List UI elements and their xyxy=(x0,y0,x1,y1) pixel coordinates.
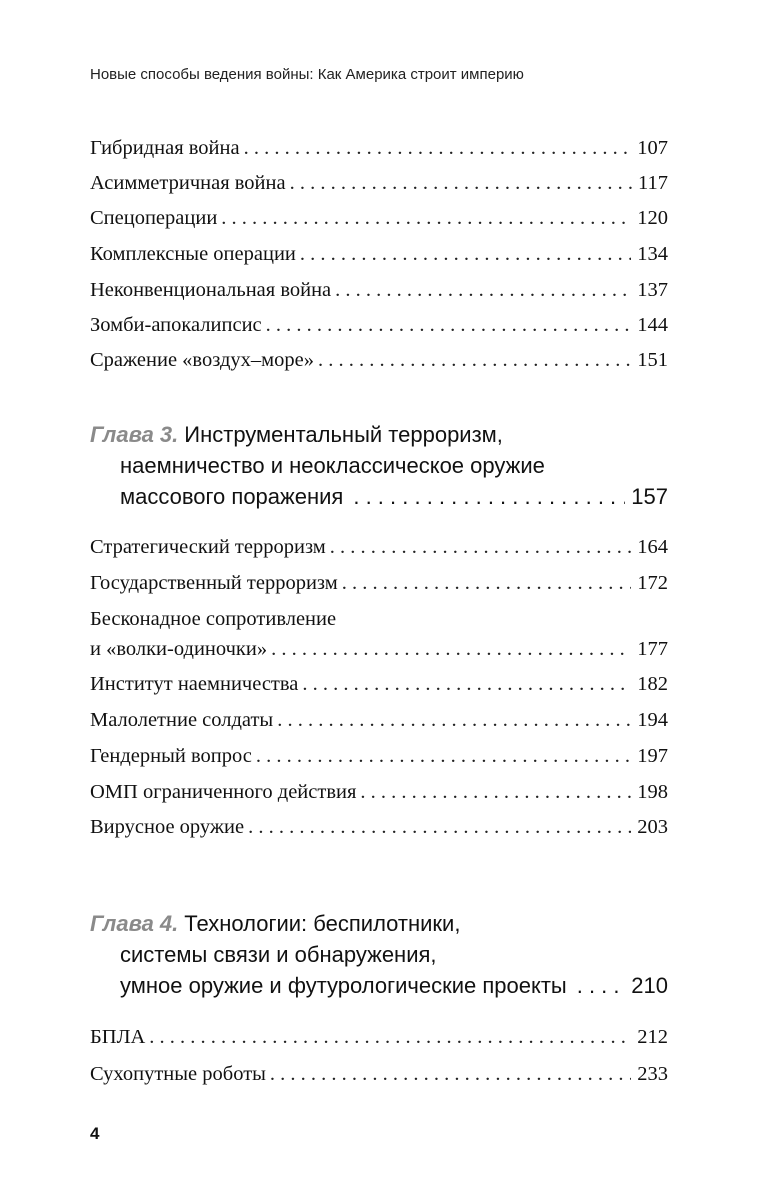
running-head: Новые способы ведения войны: Как Америка строит империю xyxy=(90,66,524,83)
toc-entry-page: 172 xyxy=(637,572,668,594)
leader-dots xyxy=(318,349,631,372)
toc-entry-page: 194 xyxy=(637,709,668,731)
toc-entry-page: 197 xyxy=(637,745,668,767)
leader-dots xyxy=(270,1063,631,1086)
toc-entry-page: 107 xyxy=(637,137,668,159)
toc-entry-title: Асимметричная война xyxy=(90,172,286,194)
toc-entry[interactable] xyxy=(90,1063,668,1091)
toc-entry-page: 151 xyxy=(637,349,668,371)
toc-entry[interactable] xyxy=(90,172,668,200)
toc-entry-title-first-line[interactable]: Бесконадное сопротивление xyxy=(90,608,337,630)
toc-entry[interactable] xyxy=(90,709,668,737)
toc-entry[interactable] xyxy=(90,207,668,235)
leader-dots xyxy=(266,314,632,337)
toc-entry-title: Зомби-апокалипсис xyxy=(90,314,262,336)
chapter-label: Глава 3. xyxy=(90,422,179,447)
toc-entry-page: 212 xyxy=(637,1026,668,1048)
toc-entry-title: Неконвенциональная война xyxy=(90,279,332,301)
leader-dots xyxy=(360,781,631,804)
chapter-3-heading[interactable] xyxy=(90,419,668,512)
toc-entry-title: и «волки-одиночки» xyxy=(90,638,268,660)
leader-dots xyxy=(300,243,631,266)
page-number: 4 xyxy=(90,1124,100,1143)
toc-entry-title: Государственный терроризм xyxy=(90,572,338,594)
leader-dots xyxy=(277,709,631,732)
toc-entry[interactable] xyxy=(90,816,668,844)
toc-entry-page: 233 xyxy=(637,1063,668,1085)
toc-entry[interactable] xyxy=(90,349,668,377)
leader-dots xyxy=(330,536,632,559)
chapter-title-line: системы связи и обнаружения, xyxy=(120,942,437,967)
toc-entry[interactable] xyxy=(90,781,668,809)
toc-entry-title: Сражение «воздух–море» xyxy=(90,349,314,371)
leader-dots xyxy=(342,572,632,595)
toc-entry-title: Спецоперации xyxy=(90,207,218,229)
toc-entry-title: ОМП ограниченного действия xyxy=(90,781,357,803)
chapter-title-line: массового поражения xyxy=(120,484,344,509)
leader-dots xyxy=(302,673,631,696)
toc-entry[interactable] xyxy=(90,536,668,564)
leader-dots xyxy=(149,1026,631,1049)
toc-entry-page: 117 xyxy=(638,172,668,194)
toc-entry-title: Малолетние солдаты xyxy=(90,709,274,731)
chapter-title-line: умное оружие и футурологические проекты xyxy=(120,973,567,998)
toc-entry-page: 198 xyxy=(637,781,668,803)
leader-dots xyxy=(290,172,632,195)
chapter-title-line: Инструментальный терроризм, xyxy=(184,422,503,447)
toc-entry-page: 144 xyxy=(637,314,668,336)
toc-entry-title: Гибридная война xyxy=(90,137,240,159)
toc-entry[interactable] xyxy=(90,1026,668,1054)
leader-dots xyxy=(221,207,631,230)
chapter-label: Глава 4. xyxy=(90,911,179,936)
chapter-title-line: Технологии: беспилотники, xyxy=(184,911,461,936)
toc-entry-page: 137 xyxy=(637,279,668,301)
leader-dots xyxy=(353,481,625,512)
toc-entry-page: 203 xyxy=(637,816,668,838)
toc-entry-title: Институт наемничества xyxy=(90,673,299,695)
toc-entry-page: 177 xyxy=(637,638,668,660)
toc-entry-title: Стратегический терроризм xyxy=(90,536,326,558)
toc-entry-title: Сухопутные роботы xyxy=(90,1063,266,1085)
toc-entry-title: Гендерный вопрос xyxy=(90,745,252,767)
leader-dots xyxy=(248,816,631,839)
toc-entry[interactable] xyxy=(90,279,668,307)
toc-entry-page: 120 xyxy=(637,207,668,229)
toc-entry[interactable] xyxy=(90,673,668,701)
toc-entry[interactable] xyxy=(90,137,668,165)
leader-dots xyxy=(271,638,631,661)
toc-entry-title: БПЛА xyxy=(90,1026,146,1048)
toc-entry-title: Вирусное оружие xyxy=(90,816,245,838)
toc-entry-page: 134 xyxy=(637,243,668,265)
toc-entry-title: Комплексные операции xyxy=(90,243,296,265)
chapter-page: 210 xyxy=(631,973,668,998)
leader-dots xyxy=(256,745,631,768)
toc-entry[interactable] xyxy=(90,572,668,600)
toc-entry[interactable] xyxy=(90,243,668,271)
toc-entry-page: 182 xyxy=(637,673,668,695)
leader-dots xyxy=(577,970,626,1001)
chapter-title-line: наемничество и неоклассическое оружие xyxy=(120,453,545,478)
toc-entry[interactable] xyxy=(90,745,668,773)
leader-dots xyxy=(244,137,632,160)
toc-entry-page: 164 xyxy=(637,536,668,558)
leader-dots xyxy=(335,279,631,302)
toc-entry[interactable] xyxy=(90,638,668,666)
chapter-page: 157 xyxy=(631,484,668,509)
toc-entry[interactable] xyxy=(90,314,668,342)
chapter-4-heading[interactable] xyxy=(90,908,668,1001)
